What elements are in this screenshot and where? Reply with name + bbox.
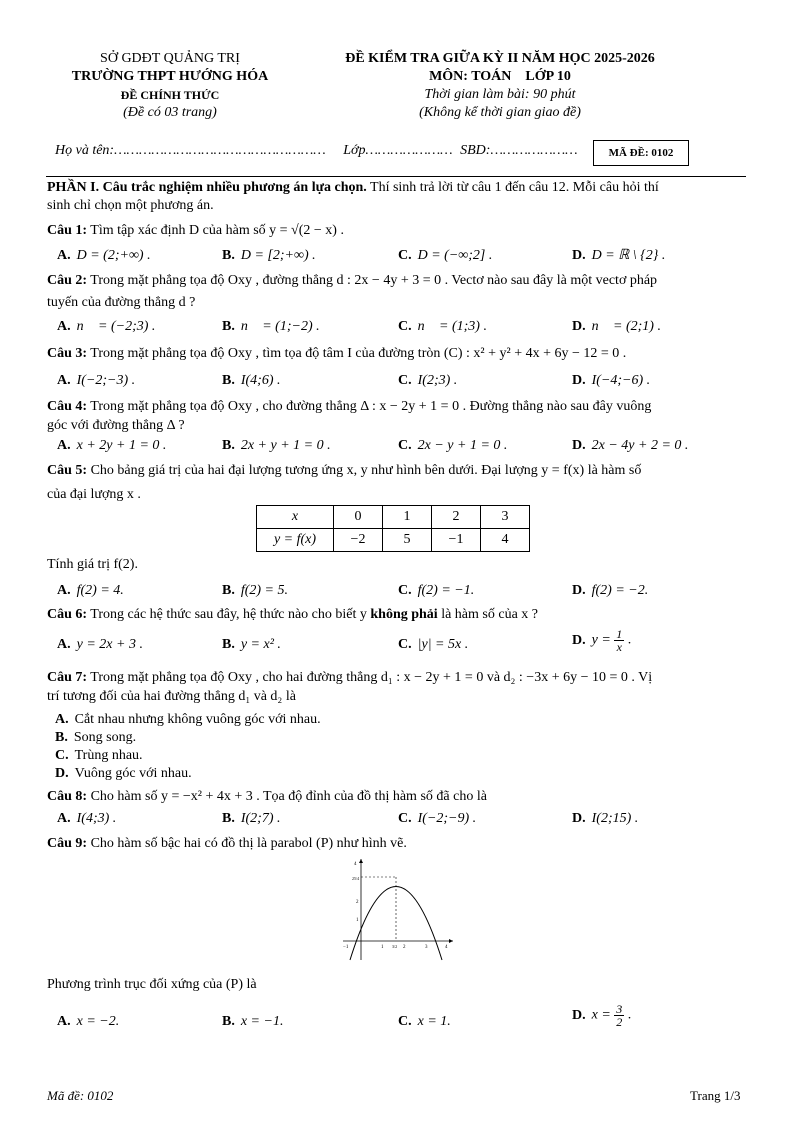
q5-option-c[interactable]: C. f(2) = −1. bbox=[398, 583, 475, 598]
table-cell: x bbox=[257, 506, 334, 529]
q9-option-c[interactable]: C. x = 1. bbox=[398, 1014, 451, 1029]
exam-title: ĐỀ KIỂM TRA GIỮA KỲ II NĂM HỌC 2025-2026 bbox=[345, 51, 655, 66]
question-2-line2: tuyến của đường thẳng d ? bbox=[47, 295, 196, 310]
q1-option-d[interactable]: D. D = ℝ \ {2} . bbox=[572, 248, 666, 263]
y-tick-label: 2 bbox=[356, 900, 359, 905]
exam-header bbox=[300, 50, 700, 122]
q4-option-b[interactable]: B. 2x + y + 1 = 0 . bbox=[222, 438, 331, 453]
q1-option-c[interactable]: C. D = (−∞;2] . bbox=[398, 248, 493, 263]
x-tick-label: 1 bbox=[381, 945, 384, 950]
q8-option-c[interactable]: C. I(−2;−9) . bbox=[398, 811, 477, 826]
student-info bbox=[55, 143, 578, 159]
q9-option-a[interactable]: A. x = −2. bbox=[57, 1014, 120, 1029]
official-label: ĐỀ CHÍNH THỨC bbox=[120, 88, 220, 102]
q5-option-a[interactable]: A. f(2) = 4. bbox=[57, 583, 124, 598]
x-tick-label: 3 bbox=[425, 945, 428, 950]
footer-exam-code: Mã đề: 0102 bbox=[47, 1088, 114, 1103]
q4-option-d[interactable]: D. 2x − 4y + 2 = 0 . bbox=[572, 438, 689, 453]
question-8: Câu 8: Cho hàm số y = −x² + 4x + 3 . Tọa độ đỉnh của đồ thị hàm số đã cho là bbox=[47, 789, 487, 804]
table-cell: 0 bbox=[334, 506, 383, 529]
parabola-graph bbox=[335, 855, 457, 965]
q3-option-b[interactable]: B. I(4;6) . bbox=[222, 373, 281, 388]
value-table bbox=[256, 505, 530, 552]
table-row bbox=[257, 506, 530, 529]
q3-option-c[interactable]: C. I(2;3) . bbox=[398, 373, 458, 388]
question-6: Câu 6: Trong các hệ thức sau đây, hệ thức nào cho biết y không phải là hàm số của x ? bbox=[47, 607, 538, 622]
question-7: Câu 7: Trong mặt phẳng tọa độ Oxy , cho hai đường thẳng d₁ : x − 2y + 1 = 0 và d₂ : −3x + 6y − 10 = 0 . Vị bbox=[47, 670, 653, 685]
x-tick-label: 4 bbox=[445, 945, 448, 950]
q2-option-a[interactable]: A. n⃗ = (−2;3) . bbox=[57, 319, 156, 334]
part1-desc: Thí sinh trả lời từ câu 1 đến câu 12. Mỗi câu hỏi thí bbox=[366, 180, 659, 195]
x-axis-arrow bbox=[449, 939, 453, 943]
q5-option-d[interactable]: D. f(2) = −2. bbox=[572, 583, 649, 598]
school-header bbox=[40, 50, 300, 122]
q2-option-d[interactable]: D. n⃗ = (2;1) . bbox=[572, 319, 661, 334]
question-3: Câu 3: Trong mặt phẳng tọa độ Oxy , tìm tọa độ tâm I của đường tròn (C) : x² + y² + 4x + 6y − 12 = 0 . bbox=[47, 346, 627, 361]
question-1: Câu 1: Tìm tập xác định D của hàm số y = √(2 − x) . bbox=[47, 223, 344, 238]
table-cell: −2 bbox=[334, 529, 383, 552]
table-cell: −1 bbox=[432, 529, 481, 552]
x-tick-label: −1 bbox=[343, 945, 349, 950]
y-tick-label: 25/4 bbox=[352, 876, 360, 881]
question-4-line2: góc với đường thẳng Δ ? bbox=[47, 418, 185, 433]
q6-option-d[interactable]: D. y = $\frac{1}{x}$ . bbox=[572, 627, 632, 654]
q7-option-c[interactable]: C. Trùng nhau. bbox=[55, 748, 143, 763]
q6-option-c[interactable]: C. |y| = 5x . bbox=[398, 637, 469, 652]
name-field: Họ và tên:…………………………………………… bbox=[55, 143, 326, 158]
part1-desc-line2: sinh chỉ chọn một phương án. bbox=[47, 198, 214, 213]
q4-option-c[interactable]: C. 2x − y + 1 = 0 . bbox=[398, 438, 508, 453]
y-axis-arrow bbox=[359, 859, 363, 863]
exam-code-box: MÃ ĐỀ: 0102 bbox=[593, 140, 689, 166]
question-2: Câu 2: Trong mặt phẳng tọa độ Oxy , đường thẳng d : 2x − 4y + 3 = 0 . Vectơ nào sau đây là một vectơ pháp bbox=[47, 273, 658, 288]
question-9-prompt: Phương trình trục đối xứng của (P) là bbox=[47, 977, 257, 992]
table-cell: 2 bbox=[432, 506, 481, 529]
q7-option-b[interactable]: B. Song song. bbox=[55, 730, 137, 745]
part1-title: PHẦN I. Câu trắc nghiệm nhiều phương án lựa chọn. bbox=[47, 180, 367, 195]
question-5: Câu 5: Cho bảng giá trị của hai đại lượng tương ứng x, y như hình bên dưới. Đại lượng y = f(x) là hàm số bbox=[47, 463, 642, 478]
question-9: Câu 9: Cho hàm số bậc hai có đồ thị là parabol (P) như hình vẽ. bbox=[47, 836, 407, 851]
table-cell: 1 bbox=[383, 506, 432, 529]
page-number: Trang 1/3 bbox=[690, 1088, 741, 1103]
class-field: Lớp………………… bbox=[343, 143, 453, 158]
y-tick-label: 1 bbox=[356, 918, 359, 923]
q2-option-c[interactable]: C. n⃗ = (1;3) . bbox=[398, 319, 487, 334]
q7-option-d[interactable]: D. Vuông góc với nhau. bbox=[55, 766, 192, 781]
q1-option-a[interactable]: A. D = (2;+∞) . bbox=[57, 248, 151, 263]
x-tick-label: 3/2 bbox=[392, 944, 398, 949]
question-5-prompt: Tính giá trị f(2). bbox=[47, 557, 138, 572]
fraction: $\frac{1}{x}$ bbox=[616, 627, 623, 654]
q8-option-d[interactable]: D. I(2;15) . bbox=[572, 811, 639, 826]
part1-heading bbox=[47, 179, 747, 197]
page-count-note: (Đề có 03 trang) bbox=[123, 105, 217, 120]
q3-option-d[interactable]: D. I(−4;−6) . bbox=[572, 373, 651, 388]
divider bbox=[46, 176, 746, 177]
q9-option-b[interactable]: B. x = −1. bbox=[222, 1014, 284, 1029]
q3-option-a[interactable]: A. I(−2;−3) . bbox=[57, 373, 136, 388]
q5-option-b[interactable]: B. f(2) = 5. bbox=[222, 583, 289, 598]
q8-option-a[interactable]: A. I(4;3) . bbox=[57, 811, 117, 826]
time-note: (Không kể thời gian giao đề) bbox=[419, 105, 581, 120]
q9-option-d[interactable]: D. x = $\frac{3}{2}$ . bbox=[572, 1002, 632, 1029]
sbd-field: SBD:………………… bbox=[460, 143, 578, 158]
school-name: TRƯỜNG THPT HƯỚNG HÓA bbox=[71, 69, 269, 84]
department-name: SỞ GDĐT QUẢNG TRỊ bbox=[100, 51, 240, 66]
y-tick-label: 4 bbox=[354, 862, 357, 867]
q7-option-a[interactable]: A. Cắt nhau nhưng không vuông góc với nhau. bbox=[55, 712, 321, 727]
question-4: Câu 4: Trong mặt phẳng tọa độ Oxy , cho đường thẳng Δ : x − 2y + 1 = 0 . Đường thẳng nào sau đây vuông bbox=[47, 399, 652, 414]
fraction: $\frac{3}{2}$ bbox=[616, 1002, 623, 1029]
q1-option-b[interactable]: B. D = [2;+∞) . bbox=[222, 248, 316, 263]
q8-option-b[interactable]: B. I(2;7) . bbox=[222, 811, 281, 826]
question-7-line2: trí tương đối của hai đường thẳng d₁ và d₂ là bbox=[47, 689, 296, 704]
table-cell: 3 bbox=[481, 506, 530, 529]
time-limit: Thời gian làm bài: 90 phút bbox=[424, 87, 576, 102]
q4-option-a[interactable]: A. x + 2y + 1 = 0 . bbox=[57, 438, 167, 453]
q6-option-a[interactable]: A. y = 2x + 3 . bbox=[57, 637, 143, 652]
q2-option-b[interactable]: B. n⃗ = (1;−2) . bbox=[222, 319, 320, 334]
table-cell: 4 bbox=[481, 529, 530, 552]
subject-grade: MÔN: TOÁN LỚP 10 bbox=[429, 69, 571, 84]
table-cell: 5 bbox=[383, 529, 432, 552]
question-5-line2: của đại lượng x . bbox=[47, 487, 141, 502]
x-tick-label: 2 bbox=[403, 945, 406, 950]
table-cell: y = f(x) bbox=[257, 529, 334, 552]
table-row bbox=[257, 529, 530, 552]
q6-option-b[interactable]: B. y = x² . bbox=[222, 637, 281, 652]
